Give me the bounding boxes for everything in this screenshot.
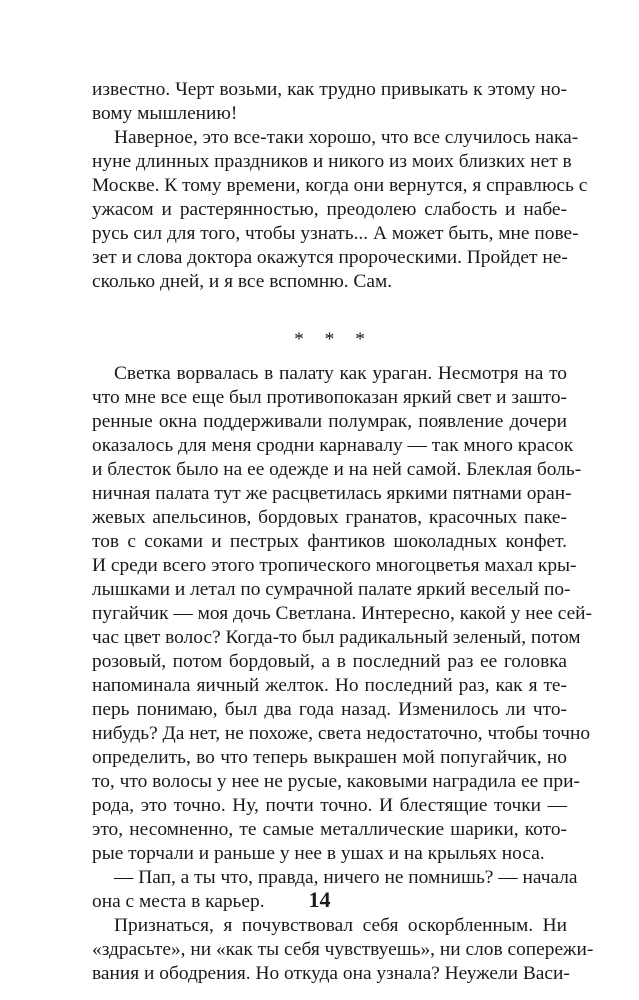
text-line: известно. Черт возьми, как трудно привыкать к этому но- — [92, 79, 567, 100]
section-break: * * * — [294, 329, 373, 350]
text-line: это, несомненно, те самые металлические шарики, кото- — [92, 819, 567, 840]
text-line: Наверное, это все-таки хорошо, что все случилось нака- — [114, 127, 579, 148]
paragraph — [92, 78, 567, 126]
text-line: лышками и летал по сумрачной палате яркий веселый по- — [92, 579, 571, 600]
text-line: нуне длинных праздников и никого из моих близких нет в — [92, 151, 572, 172]
text-line: ужасом и растерянностью, преодолею слабость и набе- — [92, 199, 567, 220]
text-line: Признаться, я почувствовал себя оскорбленным. Ни — [114, 915, 567, 936]
text-line: ренные окна поддерживали полумрак, появление дочери — [92, 411, 567, 432]
text-line: Москве. К тому времени, когда они вернутся, я справлюсь с — [92, 175, 588, 196]
page-number: 14 — [308, 887, 331, 912]
text-line: она с места в карьер. — [92, 891, 265, 912]
text-line: перь понимаю, был два года назад. Изменилось ли что- — [92, 699, 567, 720]
text-line: ничная палата тут же расцветилась яркими пятнами оран- — [92, 483, 572, 504]
text-line: и блесток было на ее одежде и на ней самой. Блеклая боль- — [92, 459, 582, 480]
text-line: тов с соками и пестрых фантиков шоколадных конфет. — [92, 531, 567, 552]
text-line: Светка ворвалась в палату как ураган. Несмотря на то — [114, 363, 567, 384]
text-line: нибудь? Да нет, не похоже, света недостаточно, чтобы точно — [92, 723, 591, 744]
text-line: час цвет волос? Когда-то был радикальный зеленый, потом — [92, 627, 581, 648]
text-line: зет и слова доктора окажутся пророческими. Пройдет не- — [92, 247, 568, 268]
text-line: розовый, потом бордовый, а в последний раз ее головка — [92, 651, 567, 672]
text-line: то, что волосы у нее не русые, каковыми наградила ее при- — [92, 771, 580, 792]
text-line: вому мышлению! — [92, 103, 238, 124]
text-line: напоминала яичный желток. Но последний раз, как я те- — [92, 675, 567, 696]
text-line: русь сил для того, чтобы узнать... А может быть, мне пове- — [92, 223, 579, 244]
text-line: — Пап, а ты что, правда, ничего не помнишь? — начала — [114, 867, 578, 888]
paragraph — [92, 362, 593, 866]
paragraph — [92, 126, 588, 294]
text-line: И среди всего этого тропического многоцветья махал кры- — [92, 555, 577, 576]
text-line: сколько дней, и я все вспомню. Сам. — [92, 271, 393, 292]
page-body — [92, 78, 594, 986]
text-line: рода, это точно. Ну, почти точно. И блестящие точки — — [92, 795, 567, 816]
text-line: рые торчали и раньше у нее в ушах и на крыльях носа. — [92, 843, 545, 864]
text-line: пугайчик — моя дочь Светлана. Интересно, какой у нее сей- — [92, 603, 593, 624]
text-line: что мне все еще был противопоказан яркий свет и зашто- — [92, 387, 567, 408]
paragraph — [92, 914, 594, 986]
text-line: «здрасьте», ни «как ты себя чувствуешь», ни слов сопережи- — [92, 939, 594, 960]
text-line: жевых апельсинов, бордовых гранатов, красочных паке- — [92, 507, 567, 528]
text-line: оказалось для меня сродни карнавалу — так много красок — [92, 435, 574, 456]
text-line: определить, во что теперь выкрашен мой попугайчик, но — [92, 747, 567, 768]
text-line: вания и ободрения. Но откуда она узнала? Неужели Васи- — [92, 963, 570, 984]
